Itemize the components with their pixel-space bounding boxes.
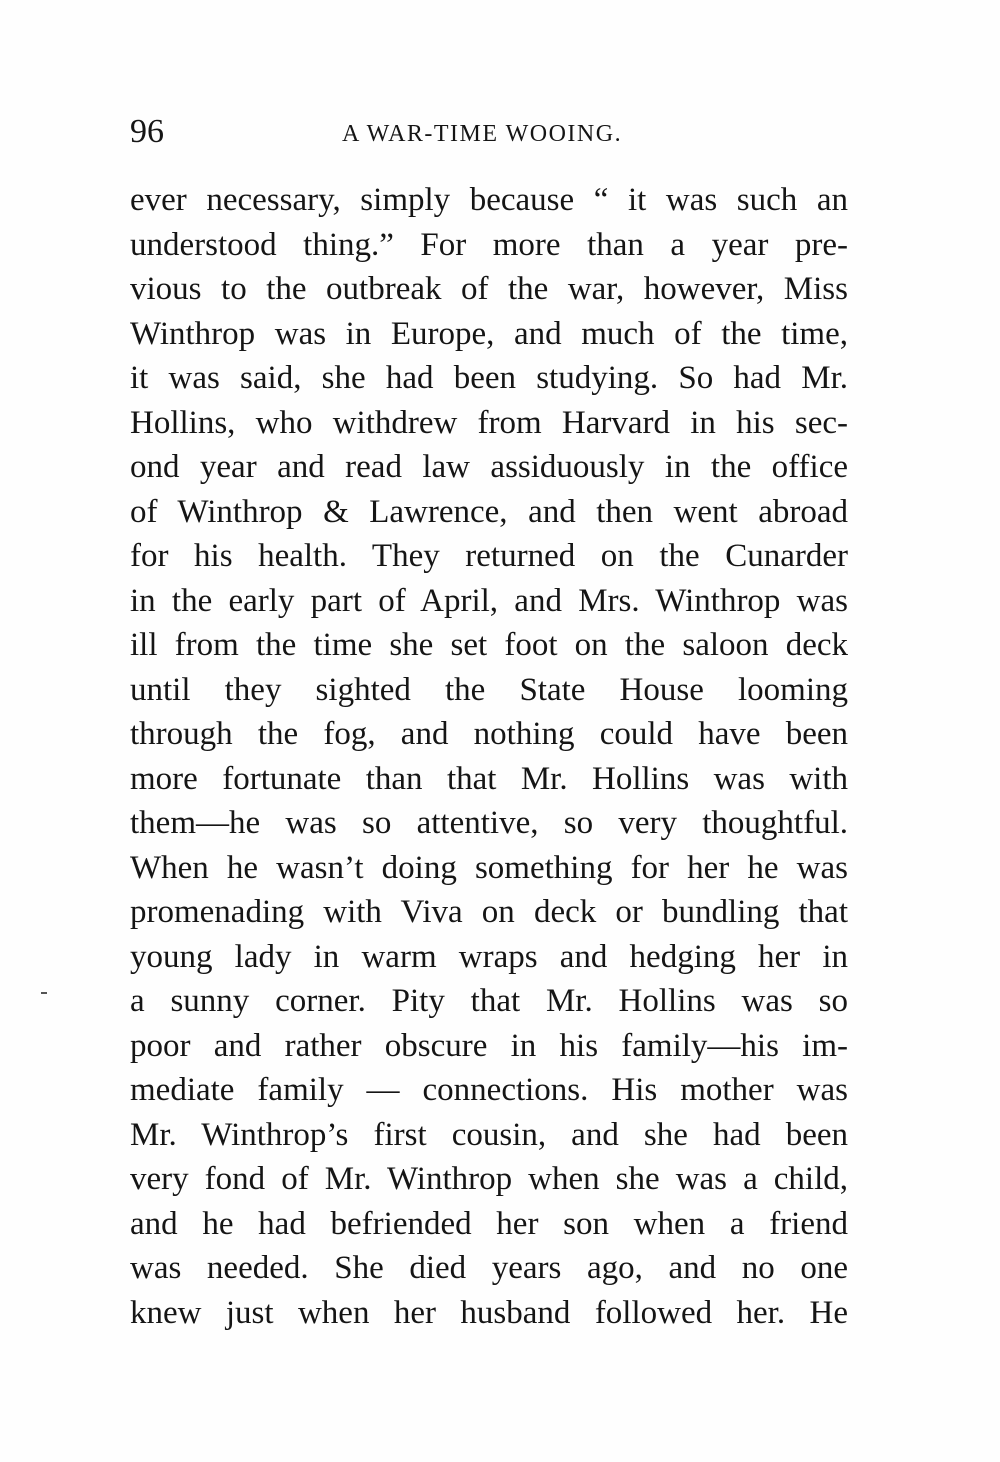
text-line: knew just when her husband followed her. He <box>130 1294 848 1331</box>
print-speck <box>41 992 47 994</box>
text-line: was needed. She died years ago, and no one <box>130 1250 848 1286</box>
page-number: 96 <box>130 113 164 150</box>
text-line: a sunny corner. Pity that Mr. Hollins was so <box>130 983 848 1019</box>
text-line: more fortunate than that Mr. Hollins was with <box>130 760 848 797</box>
text-line: through the fog, and nothing could have been <box>130 716 848 752</box>
text-line: promenading with Viva on deck or bundling that <box>130 894 848 930</box>
text-line: Mr. Winthrop’s first cousin, and she had been <box>130 1116 848 1153</box>
text-line: of Winthrop & Lawrence, and then went abroad <box>130 493 848 530</box>
text-line: mediate family — connections. His mother was <box>130 1072 848 1108</box>
text-line: ever necessary, simply because “ it was such an <box>130 182 848 218</box>
text-line: ond year and read law assiduously in the office <box>130 449 848 485</box>
text-line: very fond of Mr. Winthrop when she was a child, <box>130 1161 848 1197</box>
text-line: them—he was so attentive, so very thoughtful. <box>130 805 848 841</box>
text-line: ill from the time she set foot on the saloon deck <box>130 627 848 663</box>
text-line: for his health. They returned on the Cunarder <box>130 538 848 574</box>
text-line: poor and rather obscure in his family—his im- <box>130 1027 848 1064</box>
text-line: in the early part of April, and Mrs. Winthrop was <box>130 582 848 619</box>
text-line: When he wasn’t doing something for her he was <box>130 849 848 886</box>
text-line: and he had befriended her son when a friend <box>130 1205 848 1242</box>
running-title: A WAR-TIME WOOING. <box>342 121 623 147</box>
text-line: Hollins, who withdrew from Harvard in his sec- <box>130 404 848 441</box>
text-line: it was said, she had been studying. So had Mr. <box>130 360 848 396</box>
text-line: vious to the outbreak of the war, however, Miss <box>130 271 848 307</box>
running-head <box>130 112 850 156</box>
body-text <box>130 178 848 1335</box>
text-line: until they sighted the State House looming <box>130 671 848 708</box>
text-line: Winthrop was in Europe, and much of the time, <box>130 315 848 352</box>
text-line: young lady in warm wraps and hedging her in <box>130 938 848 975</box>
text-line: understood thing.” For more than a year pre- <box>130 226 848 263</box>
